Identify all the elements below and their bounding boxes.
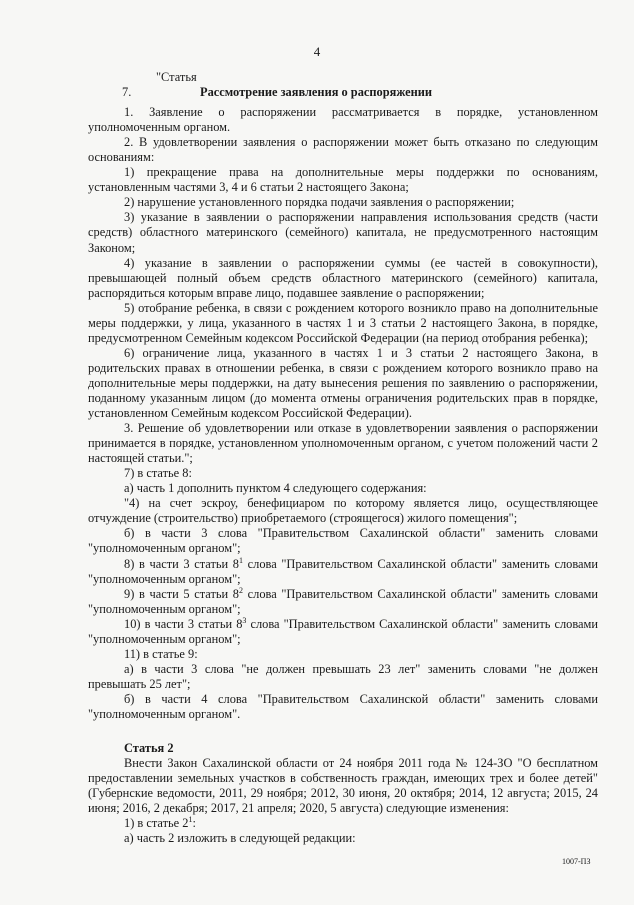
amendment-7a-text: "4) на счет эскроу, бенефициаром по которому является лицо, осуществляющее отчуждение (строительство) приобретаемого (строящегося) жилого помещения"; (88, 496, 598, 526)
article-7-part-3: 3. Решение об удовлетворении или отказе в удовлетворении заявления о распоряжении принимается в порядке, установленном уполномоченным органом, с учетом положений части 2 настоящей статьи."; (88, 421, 598, 466)
article-7-title: Рассмотрение заявления о распоряжении (200, 85, 433, 100)
document-code: 1007-ПЗ (562, 857, 591, 866)
amendment-11: 11) в статье 9: (124, 646, 198, 661)
article-2-heading: Статья 2 (124, 741, 174, 756)
page-number: 4 (313, 44, 321, 59)
article-7-item-3: 3) указание в заявлении о распоряжении направления использования средств (части средств) областного материнского (семейного) капитала, не предусмотренного настоящим Законом; (88, 210, 598, 255)
amendment-9: 9) в части 5 статьи $8^2$ слова "Правительством Сахалинской области" заменить словами "уполномоченным органом"; (88, 585, 598, 616)
article-7-item-5: 5) отобрание ребенка, в связи с рождением которого возникло право на дополнительные меры поддержки, у лица, указанного в частях 1 и 3 статьи 2 настоящего Закона, в порядке, предусмотренном Семейным кодексом Российской Федерации (на период отобрания ребенка); (88, 300, 598, 345)
amendment-11a: а) в части 3 слова "не должен превышать 23 лет" заменить словами "не должен превышать 25 лет"; (88, 661, 598, 691)
article-7-heading (88, 70, 598, 100)
article-7-item-4: 4) указание в заявлении о распоряжении суммы (ее частей в совокупности), превышающей полный объем средств областного материнского (семейного) капитала, распорядиться которым вправе лицо, подавшее заявление о распоряжении; (88, 255, 598, 300)
article-2-item-1a: а) часть 2 изложить в следующей редакции: (124, 831, 356, 846)
amendment-7b: б) в части 3 слова "Правительством Сахалинской области" заменить словами "уполномоченным органом"; (88, 526, 598, 556)
article-2-item-1: 1) в статье $2^1$: (124, 815, 196, 831)
article-7-item-1: 1) прекращение права на дополнительные меры поддержки по основаниям, установленным частями 3, 4 и 6 статьи 2 настоящего Закона; (88, 165, 598, 195)
article-7-item-6: 6) ограничение лица, указанного в частях 1 и 3 статьи 2 настоящего Закона, в родительских правах в отношении ребенка, в связи с рождением которого возникло право на дополнительные меры поддержки, на дату вынесения решения по заявлению о распоряжении, поданному указанным лицом (до момента отмены ограничения родительских прав в порядке, установленном Семейным кодексом Российской Федерации). (88, 345, 598, 421)
document-body (88, 70, 598, 846)
article-7-part-1: 1. Заявление о распоряжении рассматривается в порядке, установленном уполномоченным органом. (88, 105, 598, 135)
article-7-item-2: 2) нарушение установленного порядка подачи заявления о распоряжении; (124, 195, 515, 210)
article-2-intro: Внести Закон Сахалинской области от 24 ноября 2011 года № 124-ЗО "О бесплатном предоставлении земельных участков в собственность граждан, имеющих трех и более детей" (Губернские ведомости, 2011, 29 ноября; 2012, 30 июня, 20 октября; 2014, 12 августа; 2015, 24 июня; 2016, 2 декабря; 2017, 21 апреля; 2020, 5 августа) следующие изменения: (88, 756, 598, 816)
article-7-label: "Статья 7. (122, 70, 197, 100)
article-7-part-2: 2. В удовлетворении заявления о распоряжении может быть отказано по следующим основаниям: (88, 135, 598, 165)
amendment-11b: б) в части 4 слова "Правительством Сахалинской области" заменить словами "уполномоченным органом". (88, 691, 598, 721)
amendment-7a: а) часть 1 дополнить пунктом 4 следующего содержания: (124, 481, 427, 496)
amendment-7: 7) в статье 8: (124, 466, 192, 481)
amendment-8: 8) в части 3 статьи $8^1$ слова "Правительством Сахалинской области" заменить словами "уполномоченным органом"; (88, 555, 598, 586)
amendment-10: 10) в части 3 статьи $8^3$ слова "Правительством Сахалинской области" заменить словами "уполномоченным органом"; (88, 615, 598, 646)
